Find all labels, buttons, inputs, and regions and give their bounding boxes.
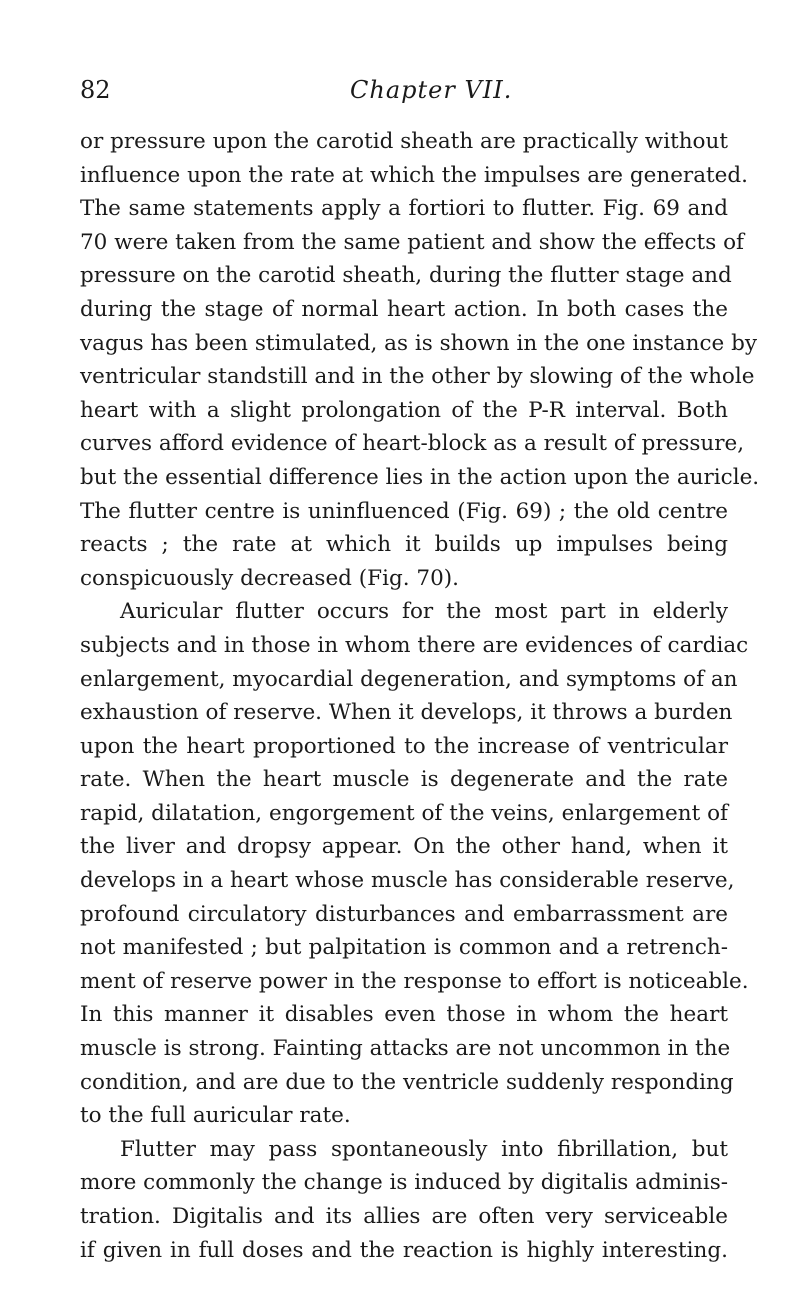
text-line: to the full auricular rate. (80, 1103, 351, 1129)
text-line: exhaustion of reserve. When it develops, it throws a burden (80, 700, 733, 726)
text-line: influence upon the rate at which the impulses are generated. (80, 162, 748, 188)
running-head (80, 72, 728, 108)
text-line: The flutter centre is uninfluenced (Fig. 69) ; the old centre (80, 498, 728, 524)
text-line: The same statements apply a fortiori to flutter. Fig. 69 and (80, 196, 728, 222)
text-line: subjects and in those in whom there are evidences of cardiac (80, 632, 749, 658)
text-line: curves afford evidence of heart-block as a result of pressure, (80, 431, 745, 457)
text-line: rapid, dilatation, engorgement of the veins, enlargement of (80, 800, 728, 826)
text-line: if given in full doses and the reaction is highly interesting. (80, 1237, 728, 1263)
page-number: 82 (80, 76, 111, 104)
text-line: 70 were taken from the same patient and show the effects of (80, 229, 744, 255)
text-line: upon the heart proportioned to the increase of ventricular (80, 733, 728, 759)
text-line: condition, and are due to the ventricle suddenly responding (80, 1069, 734, 1095)
text-line: heart with a slight prolongation of the P-R interval. Both (80, 397, 728, 423)
text-line: tration. Digitalis and its allies are often very serviceable (80, 1204, 728, 1229)
text-line: during the stage of normal heart action. In both cases the (80, 296, 728, 322)
text-line: develops in a heart whose muscle has considerable reserve, (80, 868, 735, 894)
text-line: In this manner it disables even those in whom the heart (80, 1002, 728, 1028)
text-line: ment of reserve power in the response to effort is noticeable. (80, 968, 749, 994)
text-line: profound circulatory disturbances and embarrassment are (80, 901, 728, 927)
body-text (80, 125, 760, 1267)
text-line: muscle is strong. Fainting attacks are not uncommon in the (80, 1036, 731, 1062)
text-line: ventricular standstill and in the other by slowing of the whole (80, 364, 755, 390)
text-line: enlargement, myocardial degeneration, and symptoms of an (80, 666, 738, 692)
text-line: more commonly the change is induced by digitalis adminis- (80, 1170, 728, 1196)
text-line: but the essential difference lies in the action upon the auricle. (80, 464, 760, 490)
text-line: or pressure upon the carotid sheath are practically without (80, 129, 728, 154)
chapter-title: Chapter VII. (350, 76, 513, 104)
text-line: reacts ; the rate at which it builds up impulses being (80, 532, 728, 558)
text-line: conspicuously decreased (Fig. 70). (80, 565, 459, 591)
text-line: not manifested ; but palpitation is common and a retrench- (80, 935, 728, 961)
text-line: vagus has been stimulated, as is shown in the one instance by (80, 330, 757, 356)
text-line: pressure on the carotid sheath, during the flutter stage and (80, 263, 732, 289)
text-line: Auricular flutter occurs for the most part in elderly (120, 599, 728, 625)
text-line: Flutter may pass spontaneously into fibrillation, but (120, 1136, 728, 1162)
text-line: the liver and dropsy appear. On the other hand, when it (80, 834, 728, 860)
text-line: rate. When the heart muscle is degenerate and the rate (80, 767, 728, 793)
